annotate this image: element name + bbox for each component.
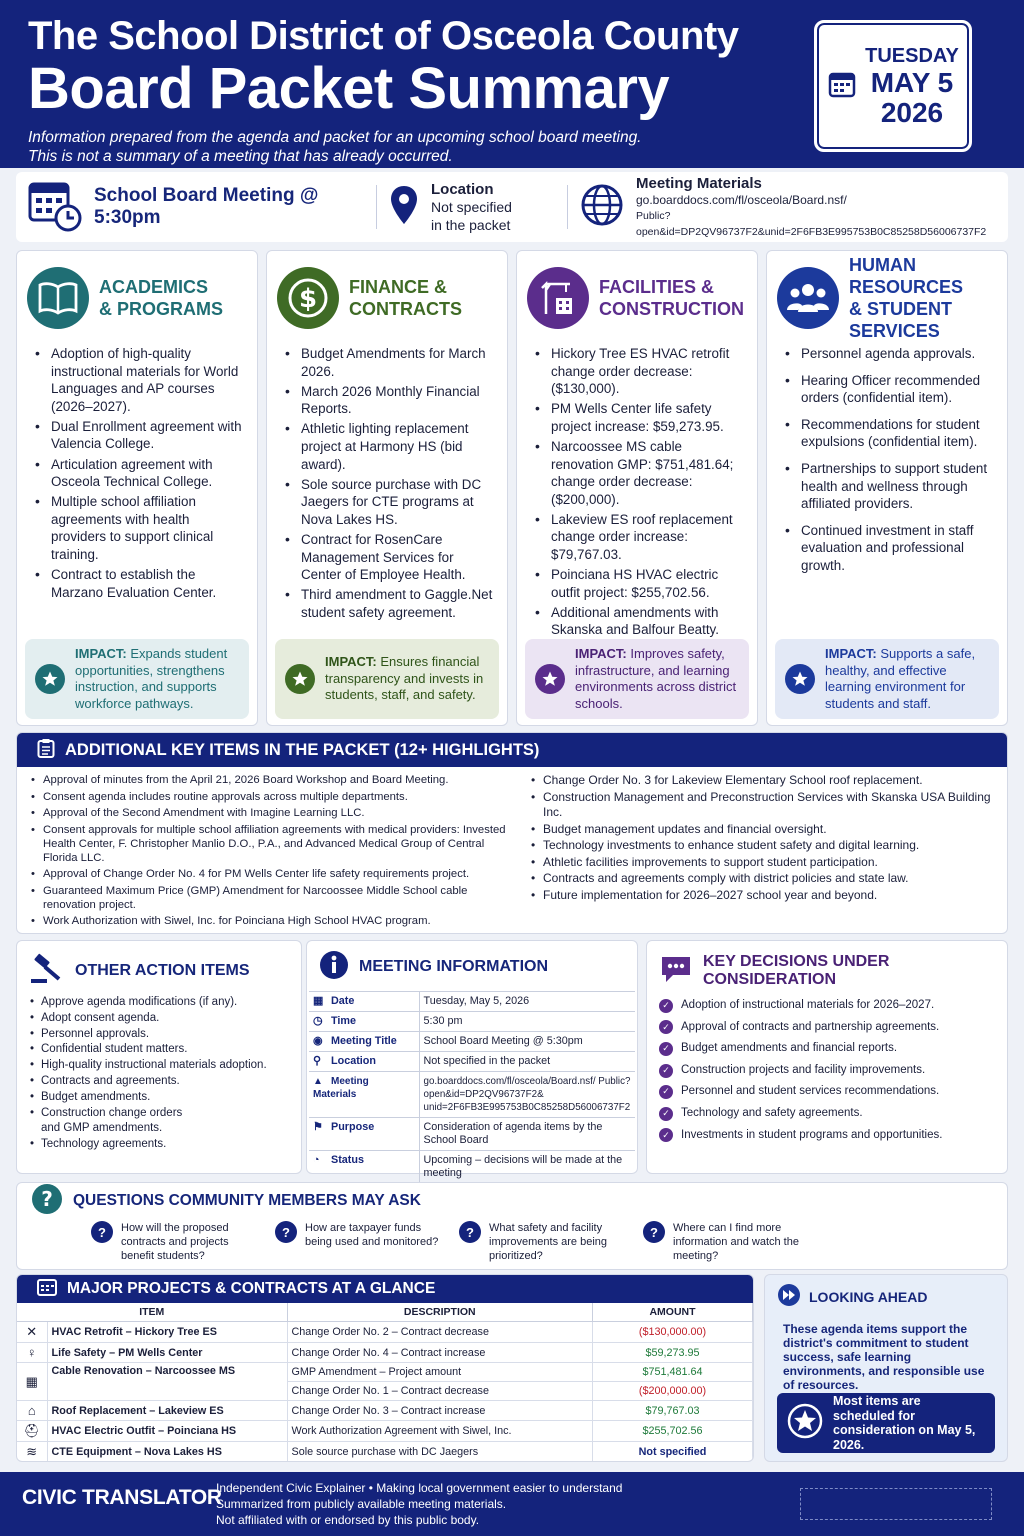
header [0, 0, 1024, 168]
schedule-callout [777, 1393, 995, 1453]
materials-icon: ▲ [313, 1076, 323, 1087]
major-projects [16, 1274, 754, 1462]
title-icon: ◉ [313, 1035, 323, 1047]
table-row: ⌂ Roof Replacement – Lakeview ES Change Order No. 3 – Contract increase $79,767.03 [17, 1401, 753, 1421]
section-title: ADDITIONAL KEY ITEMS IN THE PACKET (12+ HIGHLIGHTS) [65, 740, 540, 759]
subtitle-line-1: Information prepared from the agenda and packet for an upcoming school board meeting. [28, 129, 642, 146]
community-questions [16, 1182, 1008, 1270]
action-list [29, 995, 289, 1153]
list-item: • Poinciana HS HVAC electric outfit project: $255,702.56. [533, 566, 747, 601]
list-item: ✓ Construction projects and facility improvements. [659, 1060, 995, 1082]
list-item: • March 2026 Monthly Financial Reports. [283, 383, 497, 418]
category-cards [16, 250, 1008, 726]
crane-building-icon [527, 267, 589, 329]
list-item: • Consent agenda includes routine approvals across multiple departments. [29, 790, 515, 804]
page-title: Board Packet Summary [28, 56, 670, 121]
card-facilities [516, 250, 758, 726]
card-title-line1: ACADEMICS [99, 277, 209, 297]
decision-list [659, 995, 995, 1146]
meeting-title: School Board Meeting @ 5:30pm [94, 185, 319, 228]
question-item: ? How are taxpayer funds being used and monitored? [275, 1221, 445, 1263]
list-item: • Additional amendments with Skanska and Balfour Beatty. [533, 604, 747, 639]
panel-title: KEY DECISIONS UNDER CONSIDERATION [703, 953, 890, 988]
list-item: • Approval of Change Order No. 4 for PM Wells Center life safety requirements project. [29, 867, 515, 881]
purpose-icon: ⚑ [313, 1121, 323, 1133]
list-item: • Personnel agenda approvals. [783, 345, 997, 363]
list-item: • Athletic lighting replacement project at Harmony HS (bid award). [283, 420, 497, 473]
list-item: ✓ Approval of contracts and partnership agreements. [659, 1017, 995, 1039]
card-list [277, 345, 497, 621]
footer-brand: CIVIC TRANSLATOR [22, 1486, 222, 1509]
question-bubble-icon: ? [91, 1221, 113, 1243]
list-item: • Lakeview ES roof replacement change order increase: $79,767.03. [533, 511, 747, 564]
card-list [527, 345, 747, 639]
impact-box [25, 639, 249, 719]
looking-ahead [764, 1274, 1008, 1462]
card-title-line1: FACILITIES & [599, 277, 715, 297]
clock-icon: ◷ [313, 1015, 323, 1027]
equipment-stack-icon: ≋ [17, 1442, 47, 1463]
location-line-2: in the packet [431, 216, 511, 233]
card-title-line2: CONTRACTS [349, 299, 462, 319]
status-icon: ◔ [313, 1154, 320, 1166]
impact-label: IMPACT: [825, 646, 877, 661]
list-item: • Work Authorization with Siwel, Inc. for Poinciana High School HVAC program. [29, 914, 515, 928]
impact-text: Ensures financial transparency and invests in students, staff, and safety. [325, 654, 484, 703]
calendar-grid-icon [37, 1278, 57, 1301]
column-header: DESCRIPTION [287, 1303, 593, 1322]
list-item: • Athletic facilities improvements to support student participation. [529, 855, 995, 871]
materials-label: Meeting Materials [636, 174, 762, 192]
table-row: ▦ Date Tuesday, May 5, 2026 [309, 992, 635, 1012]
card-list [777, 345, 997, 575]
table-row: ⚲ Location Not specified in the packet [309, 1052, 635, 1072]
card-title-line1: HUMAN RESOURCES [849, 255, 964, 297]
impact-box [775, 639, 999, 719]
column-header: AMOUNT [593, 1303, 753, 1322]
table-row: ◷ Time 5:30 pm [309, 1012, 635, 1032]
list-item: • Recommendations for student expulsions (confidential item). [783, 416, 997, 451]
check-icon: ✓ [659, 999, 673, 1013]
star-icon [785, 664, 815, 694]
list-item: • Construction Management and Preconstruction Services with Skanska USA Building Inc. [529, 790, 995, 821]
card-list [27, 345, 247, 601]
list-item: • Technology agreements. [29, 1137, 289, 1153]
list-item: • Budget Amendments for March 2026. [283, 345, 497, 380]
impact-text: Supports a safe, healthy, and effective learning environment for students and staff. [825, 646, 976, 711]
star-icon [787, 1403, 823, 1444]
list-item: • Construction change orders and GMP amendments. [29, 1106, 199, 1138]
list-item: • Personnel approvals. [29, 1027, 289, 1043]
list-item: • Consent approvals for multiple school affiliation agreements with medical providers: Invested Health Center, F. Christopher Manlio D.O., P.A., and Advanced Medical Group of Central Florida LLC. [29, 823, 515, 865]
additional-list-left [29, 773, 515, 928]
list-item: • Continued investment in staff evaluation and professional growth. [783, 522, 997, 575]
star-icon [35, 664, 65, 694]
list-item: • Contracts and agreements. [29, 1074, 289, 1090]
calendar-icon: ▦ [313, 995, 324, 1007]
impact-text: Improves safety, infrastructure, and learning environments across district schools. [575, 646, 737, 711]
impact-label: IMPACT: [75, 646, 127, 661]
list-item: • Confidential student matters. [29, 1042, 289, 1058]
card-title-line2: CONSTRUCTION [599, 299, 744, 319]
list-item: • Dual Enrollment agreement with Valencia College. [33, 418, 247, 453]
forward-icon [777, 1283, 801, 1310]
question-icon [31, 1183, 63, 1220]
subtitle-line-2: This is not a summary of a meeting that has already occurred. [28, 148, 453, 165]
footer-placeholder-box [800, 1488, 992, 1520]
meeting-info-bar [16, 172, 1008, 242]
list-item: • Sole source purchase with DC Jaegers for CTE programs at Nova Lakes HS. [283, 476, 497, 529]
list-item: • Change Order No. 3 for Lakeview Elementary School roof replacement. [529, 773, 995, 789]
location-line-1: Not specified [431, 198, 512, 215]
list-item: • Contract to establish the Marzano Evaluation Center. [33, 566, 247, 601]
impact-box [275, 639, 499, 719]
looking-ahead-text: These agenda items support the district's commitment to student success, safe learning environments, and responsible use of resources. [783, 1322, 985, 1392]
additional-key-items [16, 732, 1008, 934]
dollar-icon [277, 267, 339, 329]
question-bubble-icon: ? [459, 1221, 481, 1243]
projects-table [17, 1303, 753, 1462]
svg-text:?: ? [41, 1186, 53, 1211]
card-human-resources [766, 250, 1008, 726]
table-row: ⛑ HVAC Electric Outfit – Poinciana HS Work Authorization Agreement with Siwel, Inc. $255,702.56 [17, 1421, 753, 1442]
check-icon: ✓ [659, 1042, 673, 1056]
list-item: • Guaranteed Maximum Price (GMP) Amendment for Narcoossee Middle School cable renovation project. [29, 884, 515, 912]
star-icon [535, 664, 565, 694]
table-row: ≋ CTE Equipment – Nova Lakes HS Sole source purchase with DC Jaegers Not specified [17, 1442, 753, 1463]
section-title: QUESTIONS COMMUNITY MEMBERS MAY ASK [73, 1192, 421, 1209]
check-icon: ✓ [659, 1020, 673, 1034]
list-item: • Articulation agreement with Osceola Technical College. [33, 456, 247, 491]
table-row: ♀ Life Safety – PM Wells Center Change Order No. 4 – Contract increase $59,273.95 [17, 1343, 753, 1363]
question-item: ? What safety and facility improvements are being prioritized? [459, 1221, 629, 1263]
table-header-row [17, 1303, 753, 1322]
list-item: • Budget management updates and financial oversight. [529, 822, 995, 838]
list-item: • High-quality instructional materials adoption. [29, 1058, 289, 1074]
table-row: ⚑ Purpose Consideration of agenda items by the School Board [309, 1118, 635, 1151]
table-row: ◉ Meeting Title School Board Meeting @ 5:30pm [309, 1032, 635, 1052]
list-item: • Third amendment to Gaggle.Net student safety agreement. [283, 586, 497, 621]
materials-link-cont[interactable]: Public?open&id=DP2QV96737F2&unid=2F6FB3E995753B0C85258D56006737F2 [636, 209, 987, 238]
meeting-information [306, 940, 638, 1179]
additional-list-right [529, 773, 995, 903]
tools-icon: ✕ [17, 1322, 47, 1343]
impact-label: IMPACT: [325, 654, 377, 670]
date-badge [814, 20, 972, 152]
date-monthday: MAY 5 [870, 66, 954, 98]
section-title: MAJOR PROJECTS & CONTRACTS AT A GLANCE [67, 1280, 436, 1297]
card-title-line2: & PROGRAMS [99, 299, 224, 319]
date-year: 2026 [880, 96, 944, 128]
star-icon [285, 664, 315, 694]
panel-title: MEETING INFORMATION [359, 958, 549, 975]
section-header [17, 1275, 753, 1303]
list-item: • Approval of minutes from the April 21, 2026 Board Workshop and Board Meeting. [29, 773, 515, 787]
list-item: • Adopt consent agenda. [29, 1011, 289, 1027]
globe-icon [580, 183, 624, 232]
check-icon: ✓ [659, 1107, 673, 1121]
list-item: • Hearing Officer recommended orders (confidential item). [783, 372, 997, 407]
list-item: • Contracts and agreements comply with district policies and state law. [529, 871, 995, 887]
list-item: • Budget amendments. [29, 1090, 289, 1106]
svg-text:$: $ [298, 284, 318, 314]
list-item: • Hickory Tree ES HVAC retrofit change order decrease: ($130,000). [533, 345, 747, 398]
list-item: ✓ Technology and safety agreements. [659, 1103, 995, 1125]
list-item: • Partnerships to support student health and wellness through affiliated providers. [783, 460, 997, 513]
key-decisions [646, 940, 1008, 1174]
location-pin-icon: ⚲ [313, 1055, 321, 1067]
footer-line-3: Not affiliated with or endorsed by this public body. [216, 1513, 480, 1527]
card-academics [16, 250, 258, 726]
list-item: • Contract for RosenCare Management Services for Center of Employee Health. [283, 531, 497, 584]
list-item: • Adoption of high-quality instructional materials for World Languages and AP courses (2026–2027). [33, 345, 247, 415]
impact-text: Expands student opportunities, strengthens instruction, and supports workforce pathways. [75, 646, 228, 711]
section-header [17, 733, 1007, 767]
meeting-info-table [309, 991, 635, 1183]
question-item: ? How will the proposed contracts and projects benefit students? [91, 1221, 261, 1263]
list-item: ✓ Adoption of instructional materials for 2026–2027. [659, 995, 995, 1017]
question-bubble-icon: ? [643, 1221, 665, 1243]
impact-label: IMPACT: [575, 646, 627, 661]
roof-icon: ⌂ [17, 1401, 47, 1421]
impact-box [525, 639, 749, 719]
list-item: • PM Wells Center life safety project increase: $59,273.95. [533, 400, 747, 435]
calendar-icon [827, 69, 857, 104]
question-bubble-icon: ? [275, 1221, 297, 1243]
list-item: • Technology investments to enhance student safety and digital learning. [529, 838, 995, 854]
materials-link[interactable]: go.boarddocs.com/fl/osceola/Board.nsf/ [636, 192, 847, 207]
gavel-icon [29, 953, 65, 990]
district-name: The School District of Osceola County [28, 14, 739, 58]
people-group-icon [777, 267, 839, 329]
list-item: • Approve agenda modifications (if any). [29, 995, 289, 1011]
other-action-items [16, 940, 302, 1174]
list-item: ✓ Personnel and student services recommendations. [659, 1081, 995, 1103]
check-icon: ✓ [659, 1064, 673, 1078]
table-row: ◔ Status Upcoming – decisions will be made at the meeting [309, 1151, 635, 1184]
footer-line-1: Independent Civic Explainer • Making local government easier to understand [216, 1481, 623, 1495]
column-header: ITEM [17, 1303, 287, 1322]
clipboard-list-icon [37, 738, 55, 763]
list-item: ✓ Investments in student programs and opportunities. [659, 1125, 995, 1147]
table-row: ✕ HVAC Retrofit – Hickory Tree ES Change Order No. 2 – Contract decrease ($130,000.00) [17, 1322, 753, 1343]
panel-title: OTHER ACTION ITEMS [75, 962, 250, 979]
location-label: Location [431, 180, 494, 198]
book-icon [27, 267, 89, 329]
calendar-clock-icon [28, 178, 82, 237]
location-pin-icon [389, 184, 419, 231]
info-icon [319, 950, 349, 985]
date-day: TUESDAY [865, 44, 959, 67]
list-item: • Future implementation for 2026–2027 school year and beyond. [529, 888, 995, 904]
lightbulb-icon: ♀ [17, 1343, 47, 1363]
list-item: • Narcoossee MS cable renovation GMP: $751,481.64; change order decrease: ($200,000). [533, 438, 747, 508]
schedule-text: Most items are scheduled for consideration on May 5, 2026. [833, 1394, 976, 1452]
section-title: LOOKING AHEAD [809, 1288, 928, 1305]
footer-line-2: Summarized from publicly available meeting materials. [216, 1497, 507, 1511]
building-icon: ▦ [17, 1363, 47, 1401]
check-icon: ✓ [659, 1128, 673, 1142]
check-icon: ✓ [659, 1085, 673, 1099]
list-item: • Approval of the Second Amendment with Imagine Learning LLC. [29, 806, 515, 820]
chat-bubble-icon [659, 954, 693, 989]
table-row: ▦ Cable Renovation – Narcoossee MS GMP Amendment – Project amount $751,481.64 [17, 1363, 753, 1382]
table-row: Change Order No. 1 – Contract decrease ($200,000.00) [17, 1382, 753, 1401]
hardhat-icon: ⛑ [17, 1421, 47, 1442]
footer [0, 1472, 1024, 1536]
list-item: • Multiple school affiliation agreements with health providers to support clinical training. [33, 493, 247, 563]
table-row: ▲ Meeting Materials go.boarddocs.com/fl/osceola/Board.nsf/ Public?open&id=DP2QV96737F2& unid=2F6FB3E995753B0C85258D56006737F2 [309, 1072, 635, 1118]
question-item: ? Where can I find more information and watch the meeting? [643, 1221, 813, 1263]
list-item: ✓ Budget amendments and financial reports. [659, 1038, 995, 1060]
card-title-line2: & STUDENT SERVICES [849, 299, 952, 341]
card-finance [266, 250, 508, 726]
card-title-line1: FINANCE & [349, 277, 447, 297]
